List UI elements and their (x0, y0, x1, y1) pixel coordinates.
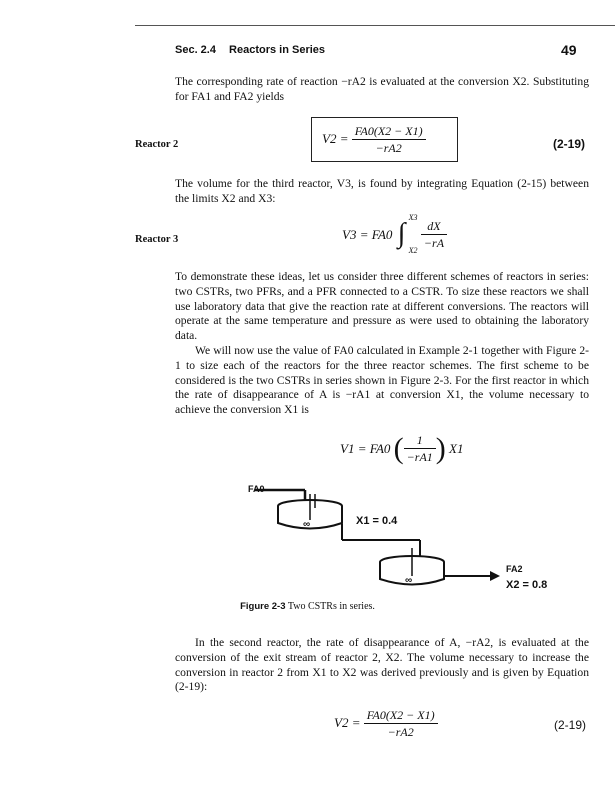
paren-left: ( (393, 432, 404, 465)
paren-right: ) (435, 432, 446, 465)
figure-caption-text: Two CSTRs in series. (287, 601, 375, 612)
paragraph-5: In the second reactor, the rate of disappearance of A, −rA2, is evaluated at the conversion of the exit stream of reactor 2, X2. The volume necessary to increase the conversion in reactor 2 from X1 to X2 was derived previously and is given by Equation (2-19): (175, 636, 589, 694)
paragraph-2: The volume for the third reactor, V3, is found by integrating Equation (2-15) between the limits X2 and X3: (175, 177, 589, 205)
conversion-1-label: X1 = 0.4 (356, 515, 398, 527)
equation-number: (2-19) (553, 137, 586, 151)
integral-sign: ∫ X3 X2 (397, 213, 418, 255)
feed-label: FA0 (248, 484, 265, 494)
eq-2-19-lhs: V2 = (322, 130, 349, 146)
eq-v3-numerator: dX (427, 219, 441, 233)
eq-2-19-denominator: −rA2 (352, 139, 426, 156)
outlet-label: FA2 (506, 564, 523, 574)
figure-caption-number: Figure 2-3 (240, 601, 286, 612)
eq-v1-denominator: −rA1 (404, 448, 436, 465)
eq-v1-numerator: 1 (416, 433, 423, 447)
reactor-1 (278, 494, 342, 530)
eq-2-19-fraction (352, 124, 426, 156)
equation-v1 (340, 432, 463, 466)
margin-label-reactor-2: Reactor 2 (135, 139, 179, 150)
eq-2-19b-denominator: −rA2 (364, 723, 438, 740)
eq-v3-lhs: V3 = FA0 (342, 227, 393, 242)
running-header (175, 44, 335, 56)
figure-caption (0, 601, 615, 612)
header-rule (135, 25, 615, 26)
figure-two-cstrs (240, 480, 570, 598)
equation-v3 (342, 213, 447, 255)
svg-text:∞: ∞ (303, 519, 311, 530)
eq-v3-denominator: −rA (421, 234, 447, 251)
eq-2-19b-numerator: FA0(X2 − X1) (366, 708, 435, 722)
svg-text:∞: ∞ (405, 575, 413, 586)
eq-v1-fraction (404, 433, 436, 465)
reactor-2 (380, 548, 444, 586)
eq-2-19-numerator: FA0(X2 − X1) (354, 124, 423, 138)
eq-2-19b-lhs: V2 = (334, 714, 361, 730)
margin-label-reactor-3: Reactor 3 (135, 234, 179, 245)
equation-2-19 (322, 124, 426, 156)
conversion-2-label: X2 = 0.8 (506, 579, 548, 591)
integral-lower-limit: X2 (408, 246, 418, 255)
eq-v1-rhs: X1 (449, 441, 464, 456)
eq-v3-fraction (421, 219, 447, 251)
integral-upper-limit: X3 (408, 213, 418, 222)
paragraph-4: We will now use the value of FA0 calculated in Example 2-1 together with Figure 2-1 to size each of the reactors for the three reactor schemes. The first scheme to be considered is the two CSTRs in series shown in Figure 2-3. For the first reactor in which the rate of disappearance of A is −rA1 at conversion X1, the volume necessary to achieve the conversion X1 is (175, 344, 589, 417)
page-number: 49 (561, 42, 577, 58)
paragraph-1: The corresponding rate of reaction −rA2 is evaluated at the conversion X2. Substituting for FA1 and FA2 yields (175, 75, 589, 103)
paragraph-3: To demonstrate these ideas, let us consider three different schemes of reactors in series: two CSTRs, two PFRs, and a PFR connected to a CSTR. To size these reactors we shall use laboratory data that give the reaction rate at different conversions. The reactors will operate at the same temperature and pressure as were used to obtaining the laboratory data. (175, 270, 589, 343)
section-title: Reactors in Series (229, 44, 326, 56)
eq-2-19b-fraction (364, 708, 438, 740)
equation-number-repeat: (2-19) (554, 718, 587, 732)
eq-v1-lhs: V1 = FA0 (340, 441, 391, 456)
section-number: Sec. 2.4 (175, 44, 216, 56)
equation-2-19-repeat (334, 708, 438, 740)
